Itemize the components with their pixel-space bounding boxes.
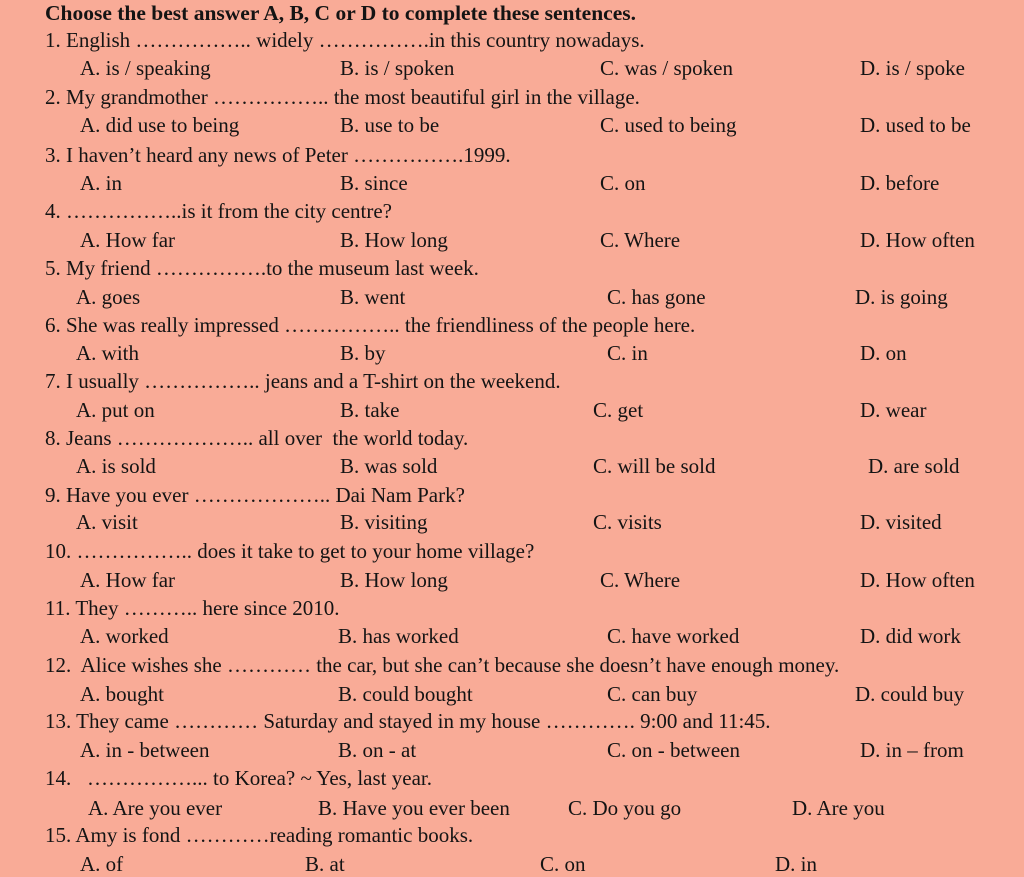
question-3-option-d: D. before <box>860 171 940 195</box>
question-7-option-a: A. put on <box>76 398 155 422</box>
question-2-option-a: A. did use to being <box>80 113 240 137</box>
question-11-stem: 11. They ……….. here since 2010. <box>45 596 340 620</box>
question-11-option-b: B. has worked <box>338 624 459 648</box>
question-5-option-d: D. is going <box>855 285 948 309</box>
question-6-option-b: B. by <box>340 341 386 365</box>
question-13-option-a: A. in - between <box>80 738 210 762</box>
question-6-stem: 6. She was really impressed …………….. the friendliness of the people here. <box>45 313 696 337</box>
question-8-option-b: B. was sold <box>340 454 438 478</box>
question-4-option-b: B. How long <box>340 228 448 252</box>
question-15-stem: 15. Amy is fond …………reading romantic books. <box>45 823 474 847</box>
question-13-option-d: D. in – from <box>860 738 964 762</box>
question-15-option-a: A. of <box>80 852 124 876</box>
question-5-option-c: C. has gone <box>607 285 706 309</box>
question-7-option-c: C. get <box>593 398 644 422</box>
question-15-option-d: D. in <box>775 852 817 876</box>
question-5-option-b: B. went <box>340 285 406 309</box>
question-6-option-c: C. in <box>607 341 648 365</box>
question-13-stem: 13. They came ………… Saturday and stayed in my house …………. 9:00 and 11:45. <box>45 709 771 733</box>
question-12-option-c: C. can buy <box>607 682 698 706</box>
question-13-option-b: B. on - at <box>338 738 417 762</box>
question-1-option-a: A. is / speaking <box>80 56 211 80</box>
question-4-option-d: D. How often <box>860 228 975 252</box>
question-7-option-d: D. wear <box>860 398 927 422</box>
question-3-stem: 3. I haven’t heard any news of Peter …………….1999. <box>45 143 511 167</box>
question-14-option-c: C. Do you go <box>568 796 682 820</box>
question-14-option-a: A. Are you ever <box>88 796 223 820</box>
question-5-stem: 5. My friend …………….to the museum last week. <box>45 256 479 280</box>
question-3-option-b: B. since <box>340 171 408 195</box>
question-2-option-b: B. use to be <box>340 113 440 137</box>
question-7-option-b: B. take <box>340 398 400 422</box>
question-9-option-a: A. visit <box>76 510 138 534</box>
question-8-option-a: A. is sold <box>76 454 156 478</box>
question-11-option-c: C. have worked <box>607 624 740 648</box>
question-3-option-c: C. on <box>600 171 646 195</box>
instruction-heading: Choose the best answer A, B, C or D to complete these sentences. <box>45 1 636 25</box>
question-8-option-c: C. will be sold <box>593 454 716 478</box>
question-9-stem: 9. Have you ever ……………….. Dai Nam Park? <box>45 483 465 507</box>
question-1-stem: 1. English …………….. widely …………….in this country nowadays. <box>45 28 645 52</box>
question-8-option-d: D. are sold <box>868 454 960 478</box>
question-7-stem: 7. I usually …………….. jeans and a T-shirt on the weekend. <box>45 369 561 393</box>
question-6-option-a: A. with <box>76 341 139 365</box>
question-11-option-d: D. did work <box>860 624 961 648</box>
question-15-option-c: C. on <box>540 852 586 876</box>
question-12-option-d: D. could buy <box>855 682 965 706</box>
question-11-option-a: A. worked <box>80 624 169 648</box>
question-14-stem: 14. ……………... to Korea? ~ Yes, last year. <box>45 766 432 790</box>
question-12-option-a: A. bought <box>80 682 164 706</box>
question-10-option-b: B. How long <box>340 568 448 592</box>
question-4-option-c: C. Where <box>600 228 681 252</box>
question-1-option-d: D. is / spoke <box>860 56 965 80</box>
question-4-option-a: A. How far <box>80 228 176 252</box>
question-1-option-c: C. was / spoken <box>600 56 733 80</box>
question-4-stem: 4. ……………..is it from the city centre? <box>45 199 393 223</box>
question-9-option-d: D. visited <box>860 510 942 534</box>
question-2-option-d: D. used to be <box>860 113 971 137</box>
question-10-stem: 10. …………….. does it take to get to your home village? <box>45 539 535 563</box>
question-14-option-d: D. Are you <box>792 796 885 820</box>
question-10-option-a: A. How far <box>80 568 176 592</box>
question-2-stem: 2. My grandmother …………….. the most beautiful girl in the village. <box>45 85 640 109</box>
question-2-option-c: C. used to being <box>600 113 737 137</box>
question-6-option-d: D. on <box>860 341 907 365</box>
question-15-option-b: B. at <box>305 852 345 876</box>
question-13-option-c: C. on - between <box>607 738 740 762</box>
question-5-option-a: A. goes <box>76 285 141 309</box>
question-14-option-b: B. Have you ever been <box>318 796 510 820</box>
question-3-option-a: A. in <box>80 171 122 195</box>
question-1-option-b: B. is / spoken <box>340 56 455 80</box>
question-9-option-c: C. visits <box>593 510 662 534</box>
question-9-option-b: B. visiting <box>340 510 428 534</box>
question-10-option-c: C. Where <box>600 568 681 592</box>
question-10-option-d: D. How often <box>860 568 975 592</box>
question-12-option-b: B. could bought <box>338 682 473 706</box>
question-12-stem: 12. Alice wishes she ………… the car, but she can’t because she doesn’t have enough money. <box>45 653 840 677</box>
question-8-stem: 8. Jeans ……………….. all over the world today. <box>45 426 469 450</box>
